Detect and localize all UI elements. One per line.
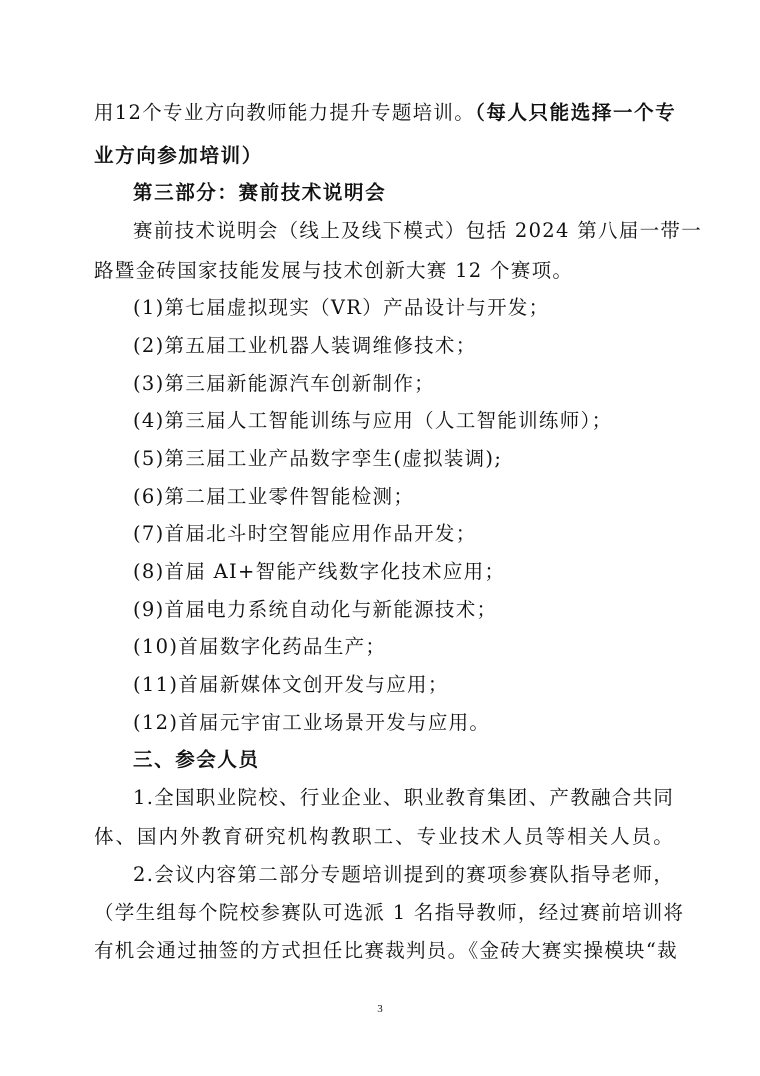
list-item: (6)第二届工业零件智能检测； (133, 485, 415, 508)
intro-line-2: 业方向参加培训） (94, 144, 263, 167)
part3-desc-line-2: 路暨金砖国家技能发展与技术创新大赛 12 个赛项。 (94, 259, 574, 282)
list-item: (2)第五届工业机器人装调维修技术； (133, 334, 477, 357)
list-item: (11)首届新媒体文创开发与应用； (133, 673, 449, 696)
section3-p2-line-2: （学生组每个院校参赛队可选派 1 名指导教师，经过赛前培训将 (94, 901, 685, 924)
list-item: (4)第三届人工智能训练与应用（人工智能训练师）； (133, 409, 613, 432)
list-item: (12)首届元宇宙工业场景开发与应用。 (133, 711, 491, 734)
page-number: 3 (377, 1003, 383, 1015)
section3-p2-line-3: 有机会通过抽签的方式担任比赛裁判员。《金砖大赛实操模块“裁 (94, 939, 678, 962)
list-item: (8)首届 AI+智能产线数字化技术应用； (133, 560, 506, 583)
list-item: (9)首届电力系统自动化与新能源技术； (133, 598, 498, 621)
intro-line-1-bold: （每人只能选择一个专 (475, 101, 677, 124)
intro-line-1 (94, 98, 677, 128)
list-item: (7)首届北斗时空智能应用作品开发； (133, 522, 477, 545)
section3-heading: 三、参会人员 (133, 748, 260, 771)
section3-p1-line-2: 体、国内外教育研究机构教职工、专业技术人员等相关人员。 (94, 825, 674, 848)
section3-p2-line-1: 2.会议内容第二部分专题培训提到的赛项参赛队指导老师， (133, 863, 675, 886)
list-item: (5)第三届工业产品数字孪生(虚拟装调); (133, 447, 503, 470)
part3-desc-line-1: 赛前技术说明会（线上及线下模式）包括 2024 第八届一带一 (133, 219, 703, 242)
list-item: (1)第七届虚拟现实（VR）产品设计与开发； (133, 296, 550, 319)
part3-heading: 第三部分：赛前技术说明会 (133, 181, 387, 204)
section3-p1-line-1: 1.全国职业院校、行业企业、职业教育集团、产教融合共同 (133, 786, 675, 809)
list-item: (10)首届数字化药品生产； (133, 635, 387, 658)
intro-line-1-plain: 用12个专业方向教师能力提升专题培训。 (94, 101, 476, 124)
list-item: (3)第三届新能源汽车创新制作； (133, 372, 435, 395)
